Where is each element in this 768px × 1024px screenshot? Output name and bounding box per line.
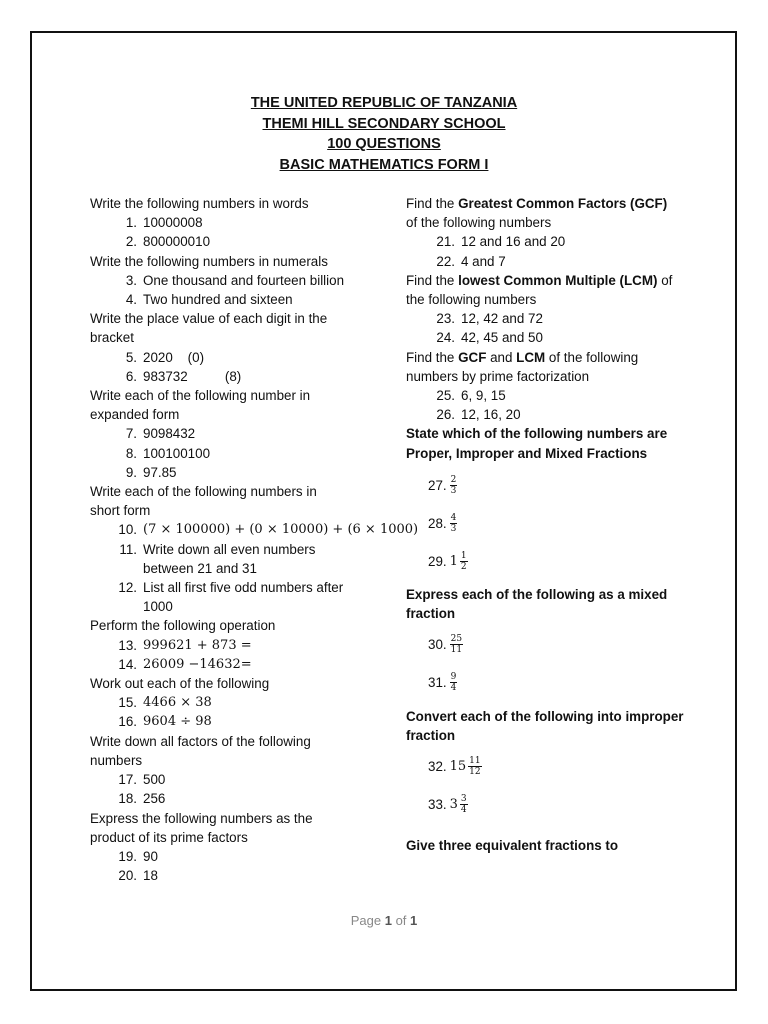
question-item: 4. Two hundred and sixteen	[125, 292, 293, 308]
question-item: 24. 42, 45 and 50	[436, 330, 543, 346]
question-item: 13. 999621 + 873 =	[118, 637, 252, 653]
question-item: 15. 4466 × 38	[118, 695, 212, 711]
section-heading-cont: of the following numbers	[406, 215, 552, 231]
header-country: THE UNITED REPUBLIC OF TANZANIA	[250, 95, 518, 111]
section-heading: Write the following numbers in words	[90, 196, 309, 211]
question-item: 17. 500	[118, 772, 166, 788]
section-heading: Write the place value of each digit in the	[90, 311, 328, 327]
question-item-cont: between 21 and 31	[143, 560, 257, 576]
section-heading-cont: numbers	[90, 752, 143, 768]
question-item-cont: 1000	[143, 599, 173, 615]
header-school: THEMI HILL SECONDARY SCHOOL	[262, 115, 506, 132]
fraction-question: 30. $\frac{25}{11}$	[428, 633, 463, 655]
fraction-question: 27. $\frac{2}{3}$	[428, 475, 457, 497]
question-item: 8. 100100100	[125, 445, 211, 461]
section-heading: Write the following numbers in numerals	[90, 253, 328, 269]
section-heading-cont: fraction	[406, 606, 456, 622]
section-heading: Work out each of the following	[90, 676, 270, 692]
section-heading-cont: Proper, Improper and Mixed Fractions	[406, 445, 648, 461]
section-heading-cont: numbers by prime factorization	[406, 368, 590, 384]
question-item: 12. List all first five odd numbers after	[118, 580, 344, 596]
question-item: 5. 2020 (0)	[125, 349, 205, 365]
section-heading: Write down all factors of the following	[90, 733, 311, 749]
question-item: 3. One thousand and fourteen billion	[125, 272, 345, 288]
question-item: 9. 97.85	[125, 464, 177, 480]
question-item: 25. 6, 9, 15	[436, 388, 506, 404]
page-number: 1	[384, 913, 392, 928]
page-total: 1	[410, 913, 418, 928]
section-heading-cont: bracket	[90, 330, 134, 346]
section-heading-cont: fraction	[406, 728, 456, 744]
header-subject: BASIC MATHEMATICS FORM I	[279, 156, 489, 173]
question-item: 18. 256	[118, 791, 166, 807]
section-heading-cont: the following numbers	[406, 292, 537, 308]
question-item: 14. 26009 −14632=	[118, 656, 252, 672]
question-item: 21. 12 and 16 and 20	[436, 234, 566, 250]
section-heading-cont: product of its prime factors	[90, 829, 248, 845]
question-item: 2. 800000010	[125, 234, 211, 250]
fraction-question: 29. 1 $\frac{1}{2}$	[428, 551, 467, 573]
section-heading: Express each of the following as a mixed	[406, 586, 668, 602]
fraction-question: 33. 3 $\frac{3}{4}$	[428, 794, 467, 816]
question-item: 10. (7 × 100000) + (0 × 10000) + (6 × 1000)	[118, 522, 419, 538]
section-heading: Write each of the following numbers in	[90, 484, 317, 500]
document-header	[0, 93, 768, 175]
question-item: 23. 12, 42 and 72	[436, 311, 543, 327]
section-heading: Perform the following operation	[90, 618, 276, 634]
section-heading: Find the Greatest Common Factors (GCF)	[406, 196, 668, 211]
fraction-question: 32. 15 $\frac{11}{12}$	[428, 756, 481, 778]
section-heading: Give three equivalent fractions to	[406, 837, 619, 853]
question-item: 7. 9098432	[125, 426, 196, 442]
section-heading: Find the GCF and LCM of the following	[406, 349, 639, 365]
section-heading-cont: short form	[90, 503, 151, 519]
question-item: 1. 10000008	[125, 215, 203, 231]
fraction-question: 28. $\frac{4}{3}$	[428, 513, 457, 535]
section-heading: Express the following numbers as the	[90, 810, 313, 826]
section-heading: Convert each of the following into improper	[406, 709, 684, 725]
fraction-question: 31. $\frac{9}{4}$	[428, 671, 457, 693]
section-heading: Find the lowest Common Multiple (LCM) of	[406, 272, 673, 288]
question-item: 11. Write down all even numbers	[119, 541, 316, 557]
question-item: 26. 12, 16, 20	[436, 407, 521, 423]
question-item: 16. 9604 ÷ 98	[118, 714, 212, 730]
header-question-count: 100 QUESTIONS	[327, 136, 441, 152]
question-item: 19. 90	[118, 848, 158, 864]
question-item: 6. 983732 (8)	[125, 368, 242, 384]
left-column	[90, 194, 419, 885]
section-heading: State which of the following numbers are	[406, 426, 668, 442]
right-column	[406, 194, 701, 855]
section-heading-cont: expanded form	[90, 407, 180, 423]
question-item: 20. 18	[118, 868, 158, 884]
question-item: 22. 4 and 7	[436, 253, 506, 269]
page-footer: Page 1 of 1	[350, 913, 418, 928]
section-heading: Write each of the following number in	[90, 388, 311, 404]
